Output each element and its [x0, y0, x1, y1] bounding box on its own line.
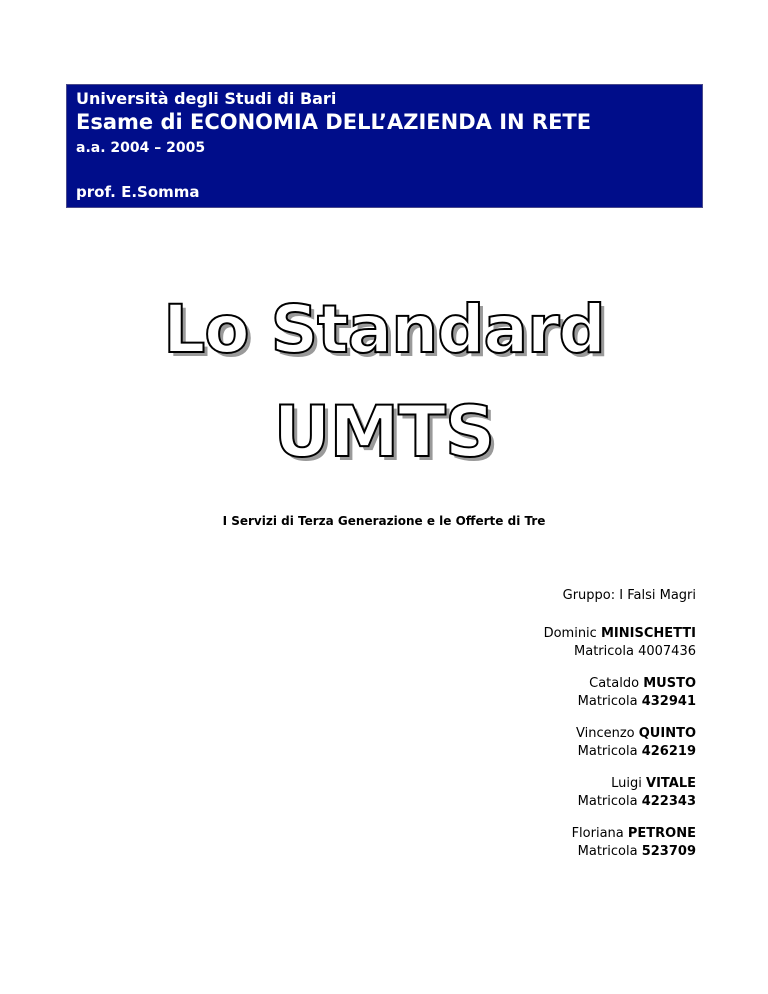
exam-title: Esame di ECONOMIA DELL’AZIENDA IN RETE: [76, 110, 592, 134]
member-first-name: Vincenzo: [575, 726, 635, 741]
members-block: [544, 587, 696, 875]
matricola-label: Matricola: [577, 744, 638, 759]
academic-year: a.a. 2004 – 2005: [76, 140, 206, 156]
member-matricola: [544, 793, 696, 811]
member-entry: [544, 725, 696, 761]
member-last-name: MINISCHETTI: [600, 626, 696, 641]
matricola-number: 422343: [641, 794, 696, 809]
matricola-label: Matricola: [577, 794, 638, 809]
member-matricola: [544, 693, 696, 711]
page-title-line2: UMTS: [273, 391, 495, 473]
matricola-label: Matricola: [577, 694, 638, 709]
member-first-name: Floriana: [571, 826, 624, 841]
matricola-label: Matricola: [577, 844, 638, 859]
member-name: [544, 725, 696, 743]
member-first-name: Luigi: [611, 776, 642, 791]
page-title-line1: Lo Standard: [163, 291, 605, 368]
matricola-number: 523709: [641, 844, 696, 859]
member-matricola: [544, 743, 696, 761]
member-entry: [544, 675, 696, 711]
member-name: [544, 625, 696, 643]
member-name: [544, 825, 696, 843]
university-name: Università degli Studi di Bari: [76, 89, 337, 108]
group-name: Gruppo: I Falsi Magri: [562, 588, 696, 603]
member-entry: [544, 775, 696, 811]
member-first-name: Cataldo: [589, 676, 640, 691]
matricola-number: 4007436: [638, 644, 696, 659]
matricola-number: 426219: [641, 744, 696, 759]
member-entry: [544, 625, 696, 661]
member-entry: [544, 825, 696, 861]
member-name: [544, 675, 696, 693]
subtitle: I Servizi di Terza Generazione e le Offerte di Tre: [222, 514, 546, 528]
header-box: [66, 84, 703, 208]
professor-name: prof. E.Somma: [76, 183, 200, 201]
member-last-name: QUINTO: [638, 726, 696, 741]
member-matricola: [544, 843, 696, 861]
matricola-label: Matricola: [574, 644, 634, 659]
matricola-number: 432941: [641, 694, 696, 709]
member-first-name: Dominic: [543, 626, 597, 641]
member-last-name: VITALE: [646, 776, 696, 791]
member-name: [544, 775, 696, 793]
member-last-name: PETRONE: [627, 826, 696, 841]
member-matricola: [544, 643, 696, 661]
member-last-name: MUSTO: [643, 676, 696, 691]
